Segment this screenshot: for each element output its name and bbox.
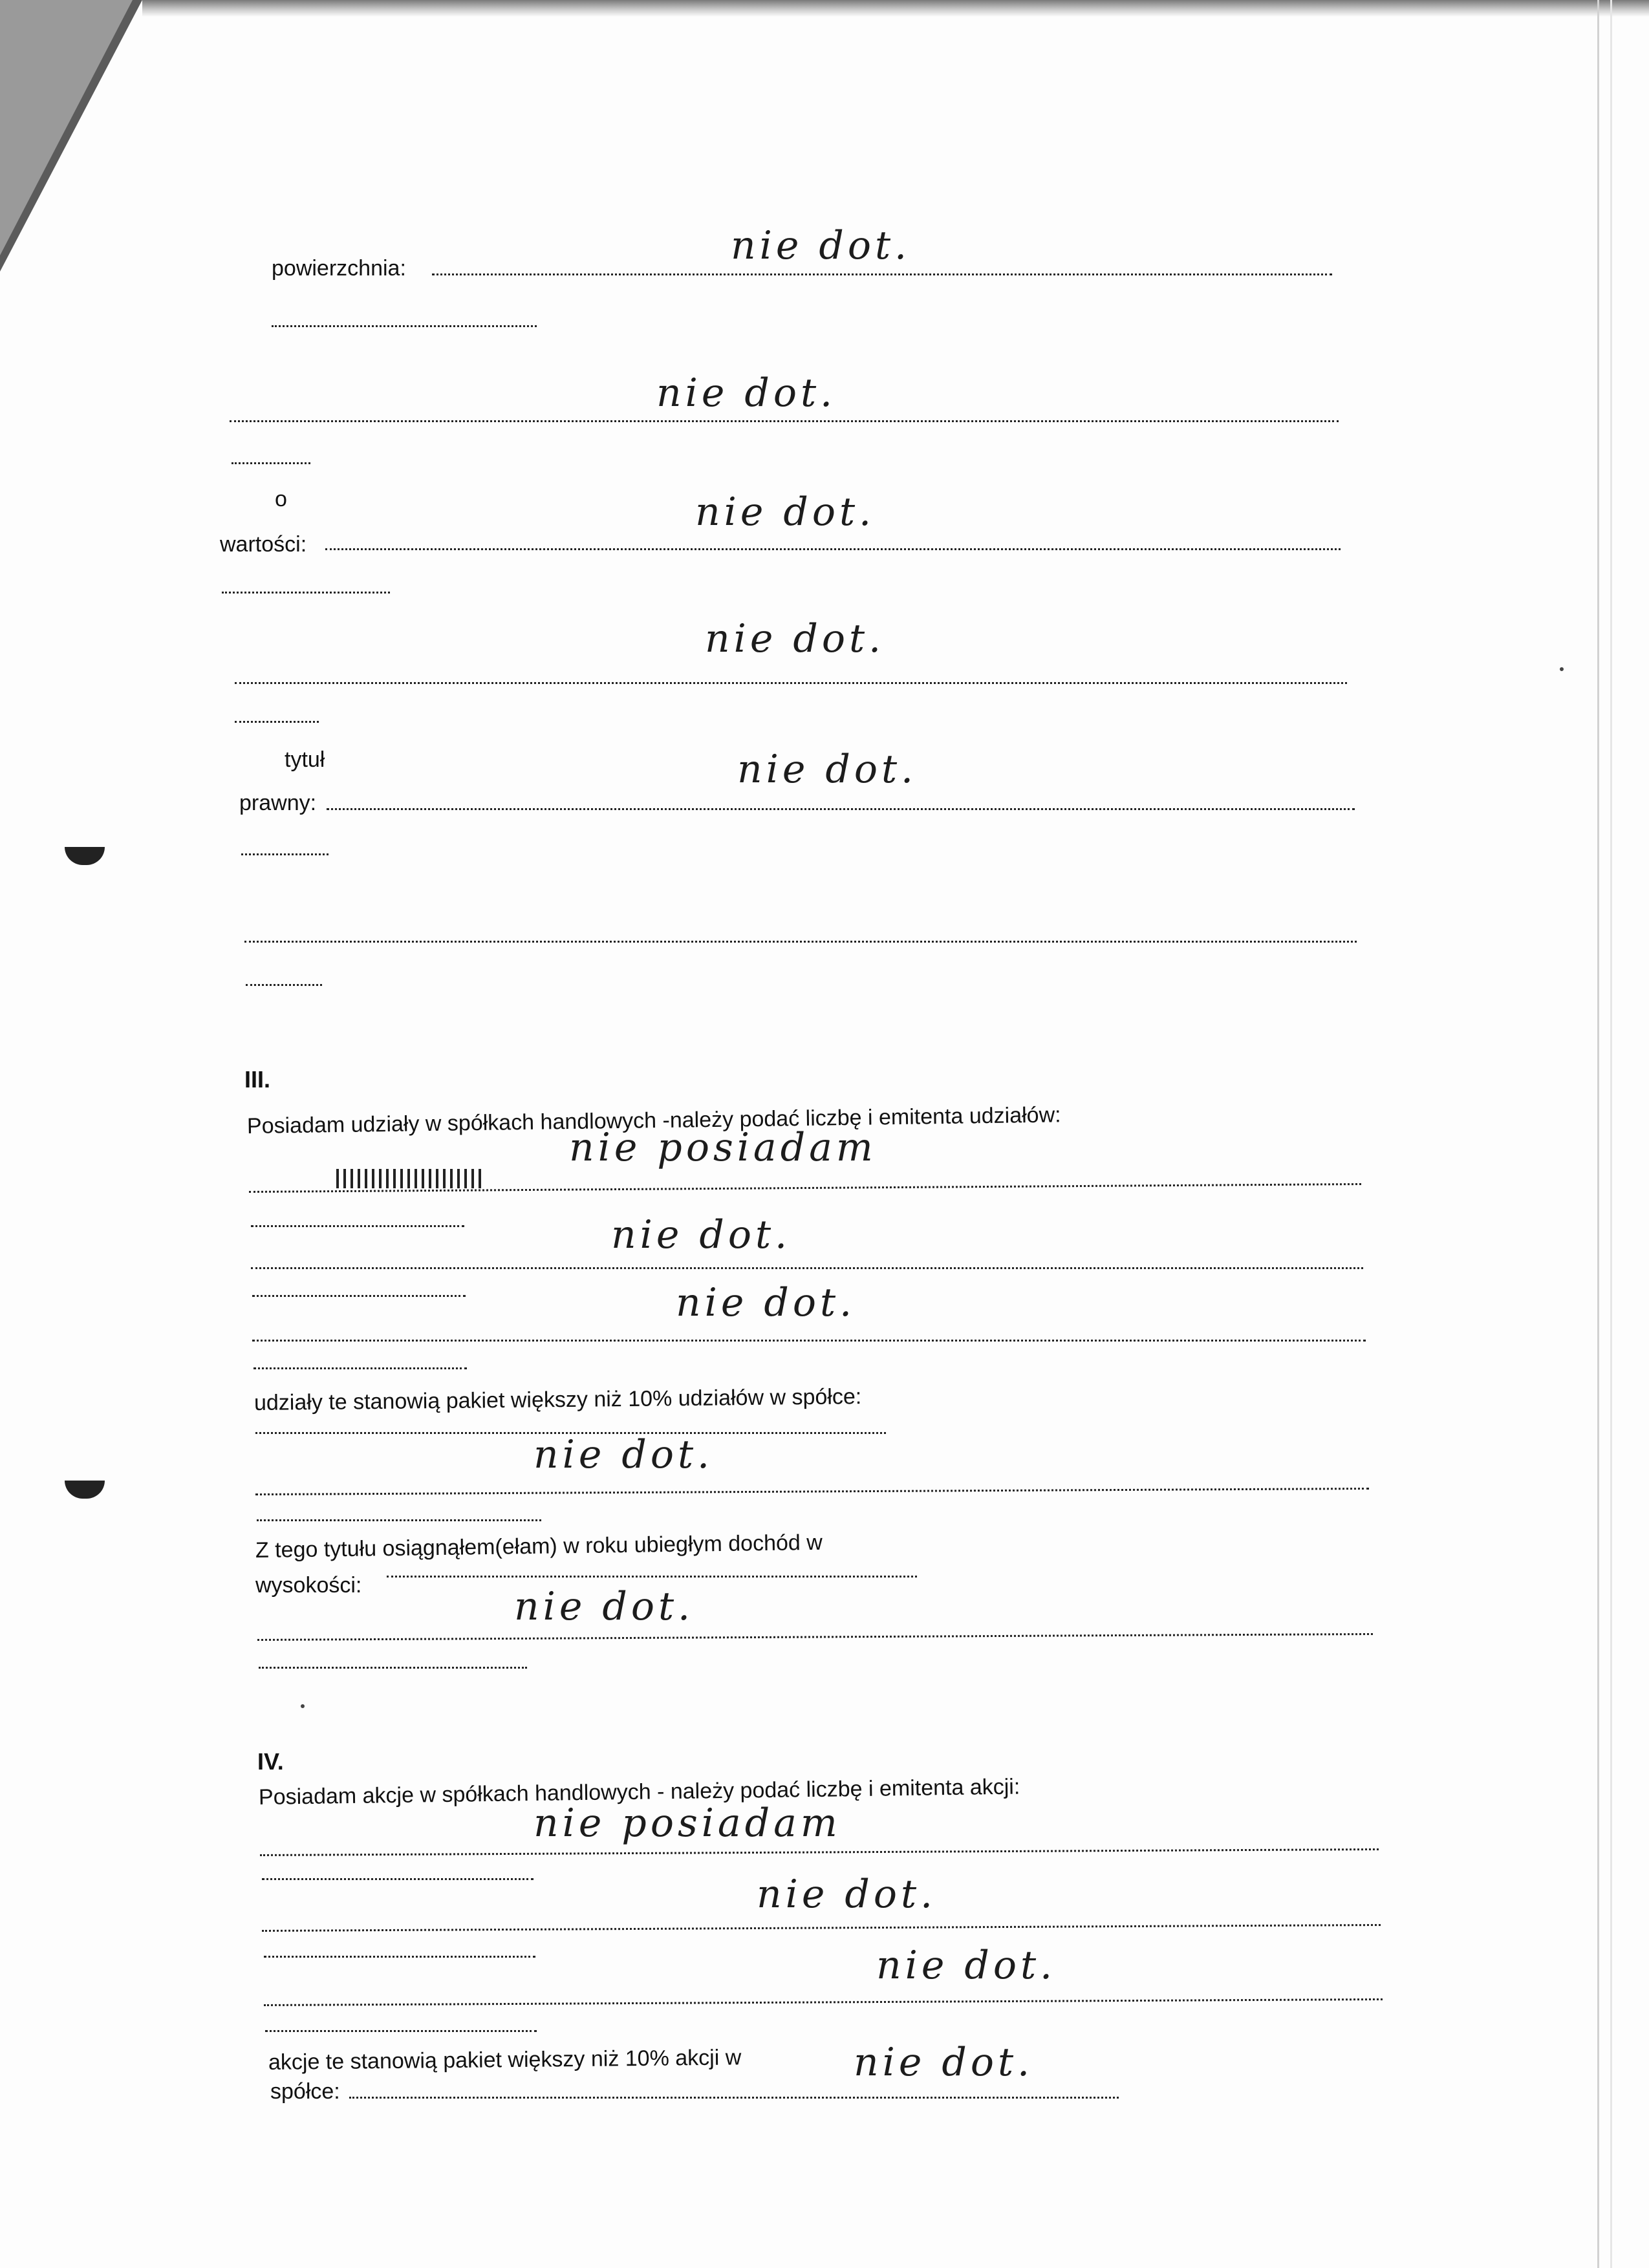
dotted-line	[257, 1633, 1373, 1641]
prawny-label: prawny:	[239, 791, 317, 815]
scan-top-shadow	[142, 0, 1649, 17]
dotted-line	[252, 1295, 466, 1297]
dotted-line	[244, 941, 1357, 943]
dotted-line	[255, 1488, 1369, 1495]
page-edge-line	[1610, 0, 1612, 2268]
spolce-label: spółce:	[270, 2079, 340, 2104]
dotted-line	[272, 325, 537, 327]
pakiet-udzialow-label: udziały te stanowią pakiet większy niż 10% udziałów w spółce:	[253, 1384, 862, 1415]
o-label: o	[275, 487, 287, 511]
handwritten-answer[interactable]: nie dot.	[695, 489, 876, 535]
udzialy-label: Posiadam udziały w spółkach handlowych -należy podać liczbę i emitenta udziałów:	[246, 1102, 1061, 1139]
dotted-line	[251, 1267, 1363, 1269]
handwritten-answer[interactable]: nie dot.	[705, 616, 885, 661]
handwritten-answer[interactable]: nie posiadam	[569, 1125, 877, 1170]
handwritten-answer[interactable]: nie dot.	[737, 747, 918, 792]
page-edge-line	[1597, 0, 1599, 2268]
powierzchnia-label: powierzchnia:	[272, 256, 406, 281]
dotted-line	[222, 592, 390, 594]
section-4-heading: IV.	[257, 1748, 284, 1775]
binder-hole	[65, 847, 105, 865]
dotted-line	[253, 1367, 467, 1369]
dotted-line	[264, 1998, 1383, 2006]
handwritten-answer[interactable]: nie dot.	[854, 2040, 1034, 2085]
handwritten-answer[interactable]: nie dot.	[514, 1584, 695, 1629]
handwritten-answer[interactable]: nie posiadam	[534, 1801, 841, 1846]
dotted-line	[349, 2097, 1119, 2099]
pakiet-akcji-label: akcje te stanowią pakiet większy niż 10% akcji w	[268, 2045, 742, 2075]
dotted-line	[232, 462, 310, 464]
handwritten-answer[interactable]: nie dot.	[611, 1212, 792, 1257]
handwritten-answer[interactable]: nie dot.	[731, 223, 911, 268]
scan-barcode-mark	[336, 1169, 482, 1188]
dotted-line	[325, 548, 1341, 550]
dotted-line	[262, 1878, 534, 1880]
dotted-line	[262, 1924, 1381, 1932]
dotted-line	[327, 808, 1355, 810]
dotted-line	[235, 721, 319, 723]
handwritten-answer[interactable]: nie dot.	[676, 1280, 856, 1325]
dotted-line	[265, 2030, 537, 2032]
wysokosci-label: wysokości:	[255, 1573, 362, 1598]
section-3-heading: III.	[244, 1066, 271, 1093]
dotted-line	[235, 682, 1347, 684]
binder-hole	[65, 1481, 105, 1499]
dotted-line	[387, 1576, 917, 1578]
scan-speck	[301, 1704, 305, 1708]
dotted-line	[230, 420, 1339, 422]
dotted-line	[260, 1848, 1379, 1856]
handwritten-answer[interactable]: nie dot.	[876, 1943, 1057, 1988]
handwritten-answer[interactable]: nie dot.	[757, 1872, 937, 1917]
handwritten-answer[interactable]: nie dot.	[656, 370, 837, 416]
tytul-label: tytuł	[285, 747, 325, 772]
dotted-line	[257, 1519, 541, 1521]
dotted-line	[264, 1956, 535, 1958]
akcje-label: Posiadam akcje w spółkach handlowych - należy podać liczbę i emitenta akcji:	[258, 1774, 1020, 1810]
wartosci-label: wartości:	[220, 532, 307, 557]
dochod-label: Z tego tytułu osiągnąłem(ełam) w roku ubiegłym dochód w	[255, 1530, 823, 1563]
dotted-line	[432, 273, 1332, 275]
handwritten-answer[interactable]: nie dot.	[534, 1432, 714, 1477]
dotted-line	[241, 853, 329, 855]
scan-corner-fold-inner	[0, 0, 133, 255]
dotted-line	[251, 1225, 464, 1227]
scan-speck	[1560, 667, 1564, 671]
dotted-line	[259, 1667, 527, 1669]
dotted-line	[246, 984, 322, 986]
dotted-line	[252, 1340, 1366, 1342]
